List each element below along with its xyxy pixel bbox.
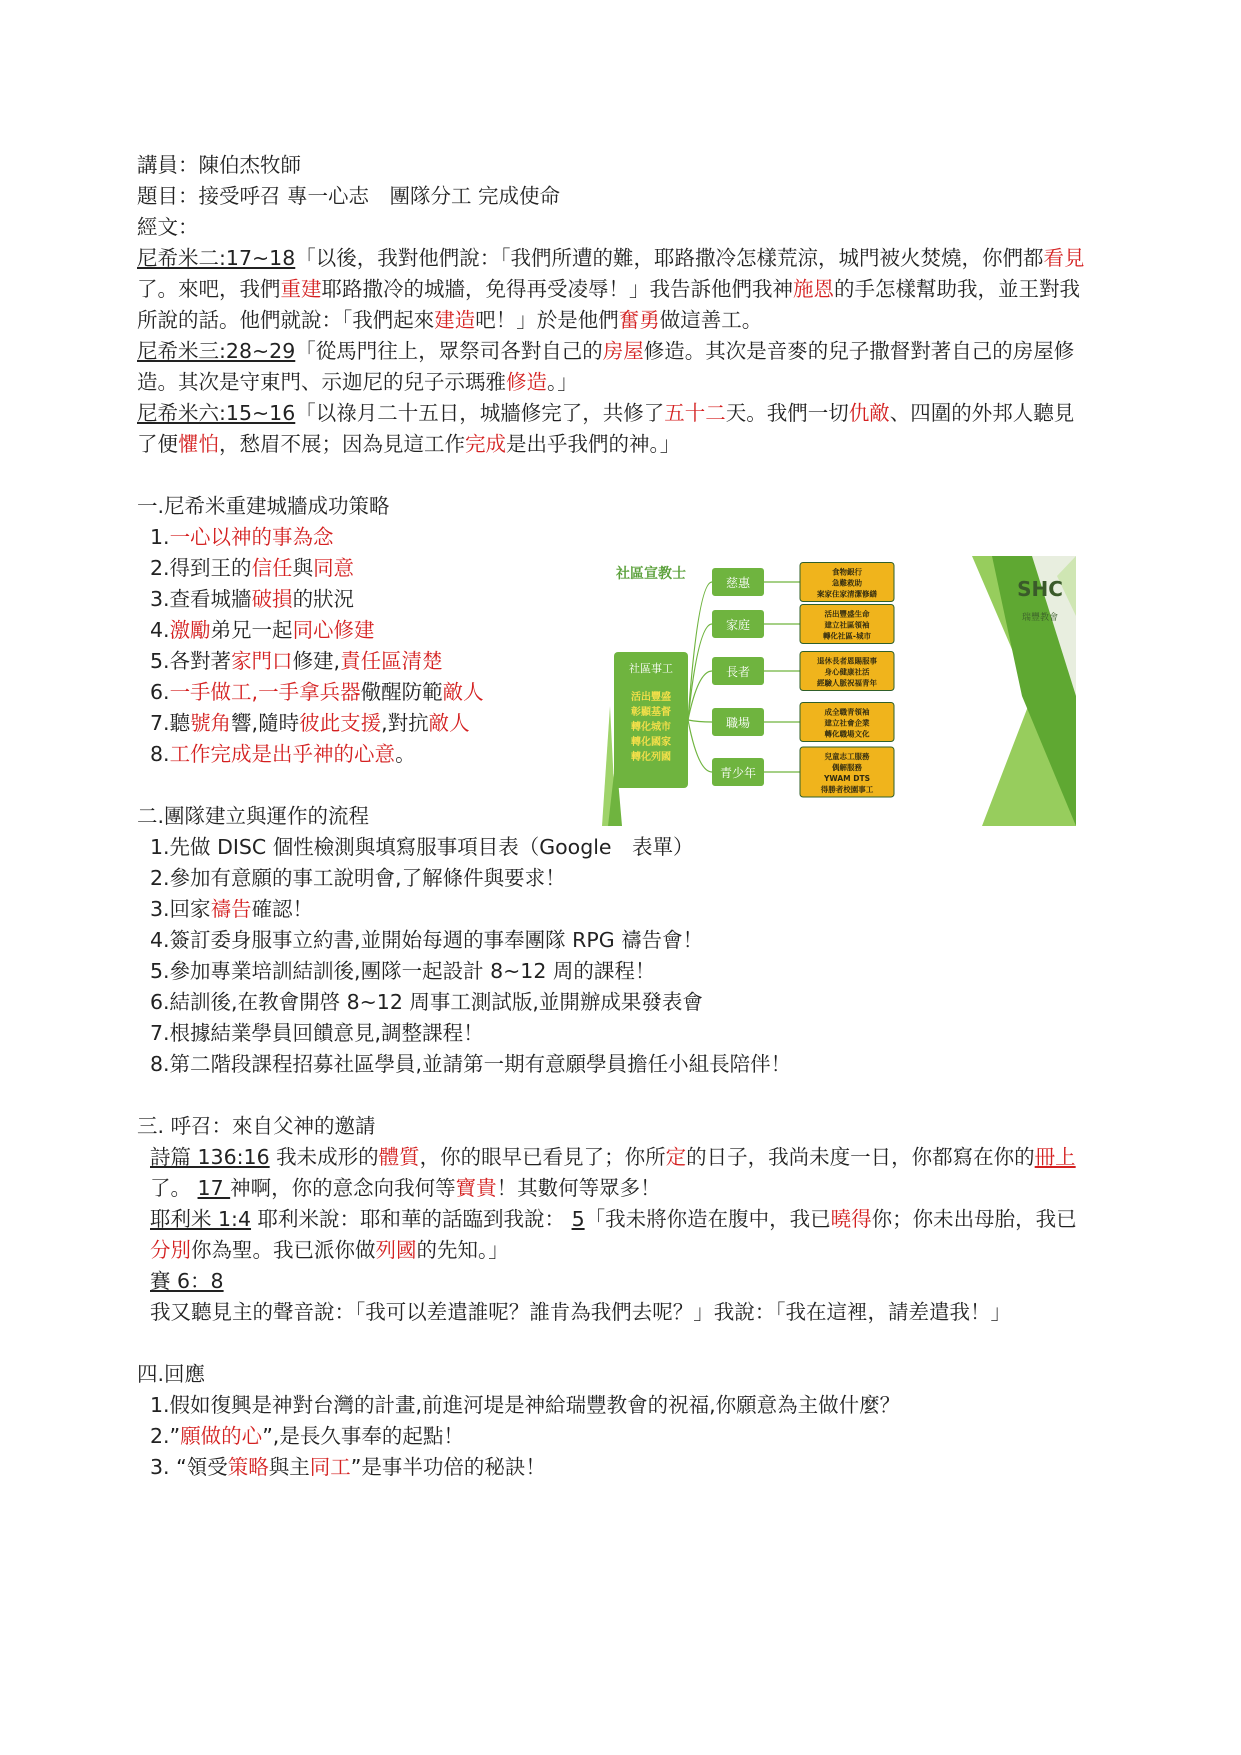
item-text: 3. “領受: [150, 1455, 228, 1479]
branch-label: 青少年: [719, 766, 757, 780]
item-text: 儆醒防範: [360, 680, 443, 704]
verse-text: ！其數何等眾多！: [496, 1176, 661, 1200]
branch-detail-text: 轉化社區-城市: [822, 631, 872, 641]
verse-ref: 5: [571, 1207, 585, 1231]
item-text: ”,是長久事奉的起點！: [262, 1424, 464, 1448]
item-text: 確認！: [251, 897, 314, 921]
highlight: 建造: [434, 308, 476, 332]
highlight: 破損: [251, 587, 293, 611]
section3-heading: 三. 呼召：來自父神的邀請: [137, 1114, 376, 1138]
highlight: 完成: [465, 432, 506, 456]
scripture-text: 吧！」於是他們: [475, 308, 619, 332]
branch-label: 家庭: [725, 618, 751, 632]
process-item: 4.簽訂委身服事立約書,並開始每週的事奉團隊 RPG 禱告會！: [150, 928, 704, 952]
highlight: 房屋: [602, 339, 644, 363]
highlight: 敵人: [428, 711, 470, 735]
highlight: 懼怕: [178, 432, 219, 456]
item-text: 2.得到王的: [150, 556, 252, 580]
sermon-title: 接受呼召 專一心志 團隊分工 完成使命: [198, 184, 561, 208]
verse-ref: 17: [197, 1176, 231, 1200]
highlight: 定: [665, 1145, 687, 1169]
svg-text:SHC: SHC: [1017, 577, 1063, 601]
scripture-ref: 尼希米二:17~18: [137, 246, 296, 270]
branch-detail-text: 食物銀行: [832, 567, 862, 577]
strategy-item: [137, 522, 1097, 553]
verse-text: ，你的眼早已看見了；你所: [419, 1145, 666, 1169]
item-text: 弟兄一起: [210, 618, 293, 642]
section2-heading: 二.團隊建立與運作的流程: [137, 804, 370, 828]
scripture-ref: 尼希米三:28~29: [137, 339, 296, 363]
item-text: 的狀況: [292, 587, 355, 611]
highlight: 號角: [190, 711, 232, 735]
highlight: 施恩: [793, 277, 834, 301]
center-line-text: 彰顯基督: [631, 707, 671, 718]
item-text: 修建,: [292, 649, 341, 673]
scripture-label: [137, 212, 1097, 243]
highlight: 列國: [375, 1238, 417, 1262]
scripture-text: 天。我們一切: [725, 401, 849, 425]
process-item: [137, 894, 1097, 925]
scripture-text: 。」: [547, 370, 578, 394]
speaker-name: 陳伯杰牧師: [198, 153, 301, 177]
item-text: 與主: [268, 1455, 310, 1479]
verse-text: 「我未將你造在腹中，我已: [584, 1207, 831, 1231]
item-text: 2.”: [150, 1424, 181, 1448]
highlight: 寶貴: [455, 1176, 497, 1200]
process-item: 1.先做 DISC 個性檢測與填寫服事項目表（Google 表單）: [150, 835, 694, 859]
highlight: 修造: [506, 370, 547, 394]
speaker-label: 講員：: [137, 153, 199, 177]
item-text: 與: [292, 556, 314, 580]
center-line-text: 轉化列國: [631, 752, 671, 763]
scripture-label-text: 經文：: [137, 215, 199, 239]
branch-label: 慈惠: [725, 576, 751, 590]
scripture-text: 「以後，我對他們說：「我們所遭的難，耶路撒冷怎樣荒涼，城門被火焚燒，你們都: [295, 246, 1044, 270]
scripture-text: 、四圍的外邦人聽見了便: [137, 401, 1075, 456]
highlight: 同工: [309, 1455, 351, 1479]
branch-detail-text: 活出豐盛生命: [824, 609, 870, 619]
highlight: 責任區清楚: [340, 649, 443, 673]
verse-text: 神啊，你的意念向我何等: [230, 1176, 456, 1200]
highlight: 願做的心: [180, 1424, 263, 1448]
branch-detail-text: 案家住家清潔修繕: [817, 589, 877, 599]
section4-heading: 四.回應: [137, 1362, 206, 1386]
center-line-text: 轉化城市: [631, 722, 671, 733]
calling-verse: [137, 1204, 1090, 1266]
highlight: 激勵: [169, 618, 211, 642]
scripture-text: 了。來吧，我們: [137, 277, 281, 301]
branch-label: 職場: [725, 716, 751, 730]
highlight: 體質: [378, 1145, 420, 1169]
highlight: 奮勇: [618, 308, 660, 332]
verse-ref: 耶利米 1:4: [150, 1207, 252, 1231]
center-line-text: 轉化國家: [631, 737, 671, 748]
branch-detail-text: 經驗人脈祝福青年: [817, 678, 877, 688]
item-text: 7.聽: [150, 711, 191, 735]
verse-text: 你為聖。我已派你做: [191, 1238, 376, 1262]
scripture-paragraph: [137, 336, 1092, 398]
highlight: 敵人: [442, 680, 484, 704]
title-line: [137, 181, 1097, 212]
item-number: 4.: [150, 618, 170, 642]
highlight: 一心以神的事為念: [169, 525, 334, 549]
branch-detail-text: 退休長者恩賜服事: [817, 656, 877, 666]
highlight: 策略: [227, 1455, 269, 1479]
branch-label: 長者: [725, 665, 751, 679]
branch-detail-text: 建立社區領袖: [824, 620, 870, 630]
scripture-text: 做這善工。: [659, 308, 763, 332]
highlight: 信任: [251, 556, 293, 580]
highlight: 同心修建: [292, 618, 375, 642]
item-text: ”是事半功倍的秘訣！: [350, 1455, 546, 1479]
verse-ref: 詩篇 136:16: [150, 1145, 270, 1169]
verse-text: 我未成形的: [269, 1145, 379, 1169]
process-item: 7.根據結業學員回饋意見,調整課程！: [150, 1021, 484, 1045]
process-item: 8.第二階段課程招募社區學員,並請第一期有意願學員擔任小組長陪伴！: [150, 1052, 792, 1076]
highlight: 彼此支援: [299, 711, 382, 735]
highlight: 曉得: [830, 1207, 872, 1231]
highlight: 分別: [150, 1238, 191, 1262]
verse-text: 我又聽見主的聲音說：「我可以差遣誰呢？誰肯為我們去呢？」我說：「我在這裡，請差遣我！」: [150, 1300, 1011, 1324]
item-text: 響,隨時: [231, 711, 300, 735]
item-text: 3.回家: [150, 897, 211, 921]
highlight: 仇敵: [848, 401, 890, 425]
highlight: 冊上: [1034, 1145, 1076, 1169]
response-item: [137, 1452, 1097, 1483]
scripture-text: 是出乎我們的神。」: [506, 432, 681, 456]
calling-verse: [137, 1142, 1090, 1204]
highlight: 同意: [313, 556, 355, 580]
scripture-text: 修造。其次是音麥的兒子撒督對著自己的房屋修造。其次是守東門、示迦尼的兒子示瑪雅: [137, 339, 1075, 394]
branch-detail-text: 偶解服務: [832, 763, 862, 772]
item-text: 3.查看城牆: [150, 587, 252, 611]
branch-detail-text: 成全職青領袖: [824, 707, 870, 717]
center-line-text: 活出豐盛: [631, 692, 671, 703]
highlight: 看見: [1043, 246, 1085, 270]
scripture-paragraph: [137, 398, 1092, 460]
highlight: 工作完成是出乎神的心意: [169, 742, 396, 766]
calling-verse: [137, 1266, 1080, 1328]
center-title: 社區事工: [629, 662, 673, 675]
speaker-line: [137, 150, 1097, 181]
item-text: 。: [395, 742, 416, 766]
scripture-text: 耶路撒冷的城牆，免得再受凌辱！」我告訴他們我神: [321, 277, 793, 301]
verse-text: 的先知。」: [416, 1238, 509, 1262]
highlight: 五十二: [664, 401, 726, 425]
ministry-diagram: [602, 556, 1076, 826]
response-item: 1.假如復興是神對台灣的計畫,前進河堤是神給瑞豐教會的祝福,你願意為主做什麼？: [150, 1393, 901, 1417]
item-number: 8.: [150, 742, 170, 766]
branch-detail-text: 轉化職場文化: [824, 729, 870, 739]
item-number: 1.: [150, 525, 170, 549]
highlight: 一手做工,一手拿兵器: [169, 680, 361, 704]
diagram-title: 社區宣教士: [616, 566, 686, 582]
branch-detail-text: YWAM DTS: [824, 774, 870, 783]
scripture-ref: 尼希米六:15~16: [137, 401, 296, 425]
process-item: 6.結訓後,在教會開啓 8~12 周事工測試版,並開辦成果發表會: [150, 990, 703, 1014]
scripture-text: ，愁眉不展；因為見這工作: [219, 432, 465, 456]
scripture-text: 「從馬門往上，眾祭司各對自己的: [295, 339, 603, 363]
scripture-text: 「以祿月二十五日，城牆修完了，共修了: [295, 401, 665, 425]
section1-heading: 一.尼希米重建城牆成功策略: [137, 494, 390, 518]
verse-text: 了。: [150, 1176, 198, 1200]
logo-text: 瑞豐教會: [1021, 613, 1059, 623]
highlight: 家門口: [231, 649, 293, 673]
item-number: 6.: [150, 680, 170, 704]
branch-detail-text: 建立社會企業: [824, 718, 870, 728]
verse-text: 你；你未出母胎，我已: [871, 1207, 1077, 1231]
branch-detail-text: 身心健康社活: [824, 667, 870, 677]
verse-text: 耶利米說：耶和華的話臨到我說：: [251, 1207, 572, 1231]
highlight: 禱告: [210, 897, 252, 921]
branch-detail-text: 兒童志工服務: [824, 752, 870, 761]
item-text: 5.各對著: [150, 649, 232, 673]
scripture-text: 的手怎樣幫助我，並王對我所說的話。他們就說：「我們起來: [137, 277, 1080, 332]
item-text: ,對抗: [381, 711, 429, 735]
process-item: 2.參加有意願的事工說明會,了解條件與要求！: [150, 866, 566, 890]
scripture-paragraph: [137, 243, 1087, 336]
response-item: [137, 1421, 1097, 1452]
highlight: 重建: [280, 277, 322, 301]
process-item: 5.參加專業培訓結訓後,團隊一起設計 8~12 周的課程！: [150, 959, 656, 983]
branch-detail-text: 得勝者校園事工: [820, 785, 874, 794]
title-label: 題目：: [137, 184, 199, 208]
branch-detail-text: 急難救助: [832, 578, 862, 588]
center-lines: [631, 690, 671, 763]
verse-ref: 賽 6：8: [150, 1269, 224, 1293]
verse-text: 的日子，我尚未度一日，你都寫在你的: [686, 1145, 1035, 1169]
